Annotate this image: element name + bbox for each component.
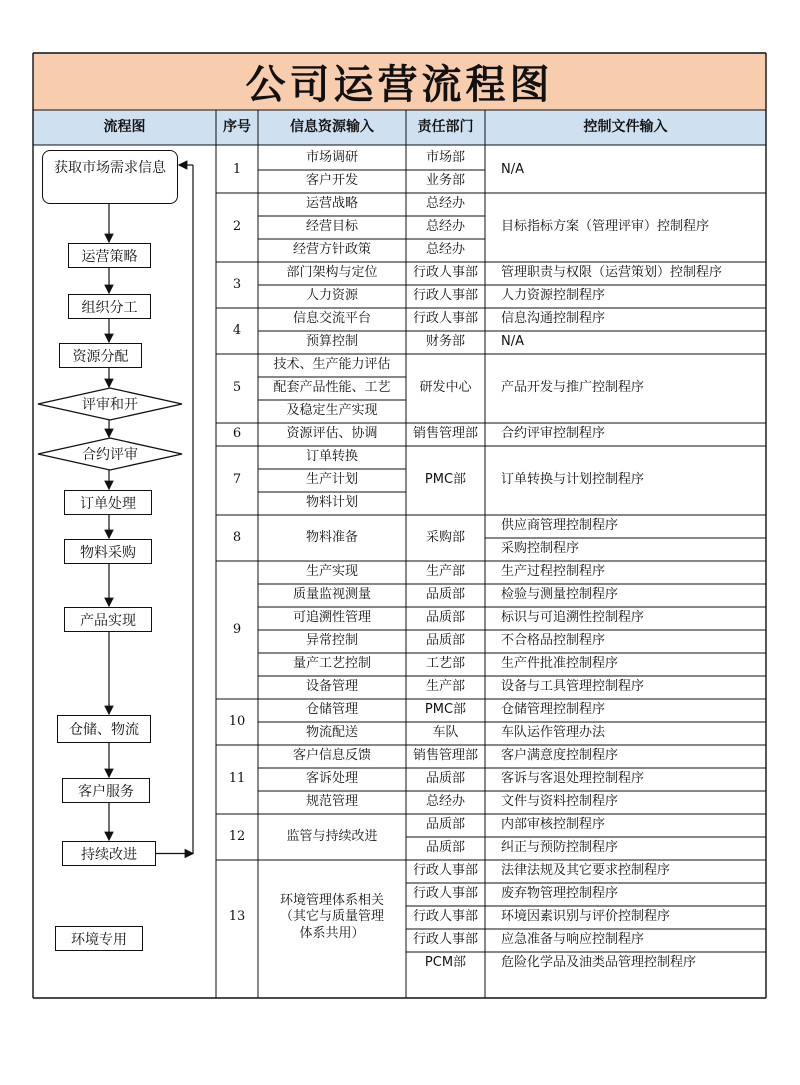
control-doc-cell: 设备与工具管理控制程序 bbox=[501, 679, 645, 695]
info-cell: 物流配送 bbox=[305, 725, 358, 741]
flow-node: 组织分工 bbox=[68, 294, 151, 319]
dept-cell: 总经办 bbox=[425, 794, 465, 810]
seq-number: 8 bbox=[232, 529, 242, 545]
dept-cell: 总经办 bbox=[425, 242, 465, 258]
control-doc-cell: 客户满意度控制程序 bbox=[501, 748, 619, 764]
info-cell: 客诉处理 bbox=[305, 771, 358, 787]
control-doc-cell: 合约评审控制程序 bbox=[501, 426, 606, 442]
info-cell: 信息交流平台 bbox=[292, 311, 371, 327]
dept-cell: PMC部 bbox=[424, 472, 467, 488]
info-cell: 市场调研 bbox=[305, 150, 358, 166]
flow-node: 持续改进 bbox=[62, 841, 156, 866]
info-cell: 资源评估、协调 bbox=[286, 426, 378, 442]
seq-number: 11 bbox=[228, 771, 246, 787]
header-flow: 流程图 bbox=[103, 118, 146, 135]
info-cell: 人力资源 bbox=[305, 288, 358, 304]
control-doc-cell: 生产件批准控制程序 bbox=[501, 656, 619, 672]
header-seq: 序号 bbox=[223, 118, 251, 135]
control-doc-cell: 危险化学品及油类品管理控制程序 bbox=[501, 955, 697, 971]
page-title: 公司运营流程图 bbox=[245, 62, 554, 108]
info-cell: 预算控制 bbox=[305, 334, 358, 350]
info-cell: 质量监视测量 bbox=[292, 587, 371, 603]
control-doc-cell: N/A bbox=[501, 334, 524, 350]
seq-number: 9 bbox=[232, 621, 242, 637]
dept-cell: 品质部 bbox=[425, 633, 465, 649]
info-cell: 环境管理体系相关 （其它与质量管理 体系共用） bbox=[279, 893, 384, 941]
info-cell: 仓储管理 bbox=[305, 702, 358, 718]
info-cell: 经营方针政策 bbox=[292, 242, 371, 258]
dept-cell: 品质部 bbox=[425, 840, 465, 856]
control-doc-cell: 应急准备与响应控制程序 bbox=[501, 932, 645, 948]
dept-cell: 行政人事部 bbox=[412, 863, 478, 879]
info-cell: 配套产品性能、工艺 bbox=[273, 380, 391, 396]
control-doc-cell: 订单转换与计划控制程序 bbox=[501, 472, 645, 488]
info-cell: 运营战略 bbox=[305, 196, 358, 212]
info-cell: 技术、生产能力评估 bbox=[273, 357, 391, 373]
dept-cell: 生产部 bbox=[425, 679, 465, 695]
dept-cell: 品质部 bbox=[425, 587, 465, 603]
info-cell: 设备管理 bbox=[305, 679, 358, 695]
dept-cell: 生产部 bbox=[425, 564, 465, 580]
header-ctrl: 控制文件输入 bbox=[583, 118, 668, 135]
dept-cell: 研发中心 bbox=[419, 380, 472, 396]
control-doc-cell: N/A bbox=[501, 161, 524, 177]
seq-number: 10 bbox=[228, 713, 246, 729]
dept-cell: 品质部 bbox=[425, 771, 465, 787]
dept-cell: PCM部 bbox=[424, 955, 467, 971]
dept-cell: 工艺部 bbox=[425, 656, 465, 672]
flow-node: 运营策略 bbox=[68, 243, 151, 268]
dept-cell: 品质部 bbox=[425, 610, 465, 626]
flow-node: 订单处理 bbox=[64, 490, 152, 515]
flow-node: 环境专用 bbox=[55, 926, 143, 951]
seq-number: 4 bbox=[232, 322, 242, 338]
dept-cell: 品质部 bbox=[425, 817, 465, 833]
info-cell: 物料计划 bbox=[305, 495, 358, 511]
info-cell: 监管与持续改进 bbox=[286, 828, 378, 844]
dept-cell: 行政人事部 bbox=[412, 932, 478, 948]
dept-cell: 总经办 bbox=[425, 219, 465, 235]
flow-node: 客户服务 bbox=[62, 778, 150, 803]
header-info: 信息资源输入 bbox=[290, 118, 374, 135]
control-doc-cell: 采购控制程序 bbox=[501, 541, 580, 557]
control-doc-cell: 法律法规及其它要求控制程序 bbox=[501, 863, 671, 879]
seq-number: 2 bbox=[232, 219, 242, 235]
info-cell: 异常控制 bbox=[305, 633, 358, 649]
info-cell: 客户开发 bbox=[305, 173, 358, 189]
info-cell: 规范管理 bbox=[305, 794, 358, 810]
dept-cell: 行政人事部 bbox=[412, 311, 478, 327]
flow-node: 合约评审 bbox=[82, 447, 138, 463]
header-dept: 责任部门 bbox=[417, 118, 474, 135]
dept-cell: 销售管理部 bbox=[412, 748, 478, 764]
control-doc-cell: 废弃物管理控制程序 bbox=[501, 886, 619, 902]
flow-node: 物料采购 bbox=[64, 539, 152, 564]
seq-number: 3 bbox=[232, 276, 242, 292]
control-doc-cell: 信息沟通控制程序 bbox=[501, 311, 606, 327]
info-cell: 生产实现 bbox=[305, 564, 358, 580]
dept-cell: 市场部 bbox=[425, 150, 465, 166]
control-doc-cell: 人力资源控制程序 bbox=[501, 288, 606, 304]
flow-node: 获取市场需求信息 bbox=[42, 150, 178, 204]
dept-cell: 采购部 bbox=[425, 529, 465, 545]
seq-number: 6 bbox=[232, 426, 242, 442]
dept-cell: 行政人事部 bbox=[412, 886, 478, 902]
info-cell: 客户信息反馈 bbox=[292, 748, 371, 764]
flow-node: 产品实现 bbox=[64, 607, 152, 632]
info-cell: 可追溯性管理 bbox=[292, 610, 371, 626]
control-doc-cell: 车队运作管理办法 bbox=[501, 725, 606, 741]
control-doc-cell: 产品开发与推广控制程序 bbox=[501, 380, 645, 396]
dept-cell: 总经办 bbox=[425, 196, 465, 212]
seq-number: 5 bbox=[232, 380, 242, 396]
control-doc-cell: 生产过程控制程序 bbox=[501, 564, 606, 580]
dept-cell: PMC部 bbox=[424, 702, 467, 718]
dept-cell: 行政人事部 bbox=[412, 265, 478, 281]
info-cell: 量产工艺控制 bbox=[292, 656, 371, 672]
info-cell: 订单转换 bbox=[305, 449, 358, 465]
flow-node: 评审和开 bbox=[82, 397, 138, 413]
info-cell: 及稳定生产实现 bbox=[286, 403, 378, 419]
info-cell: 物料准备 bbox=[305, 529, 358, 545]
seq-number: 1 bbox=[232, 161, 242, 177]
control-doc-cell: 目标指标方案（管理评审）控制程序 bbox=[501, 219, 710, 235]
dept-cell: 财务部 bbox=[425, 334, 465, 350]
control-doc-cell: 不合格品控制程序 bbox=[501, 633, 606, 649]
seq-number: 13 bbox=[228, 909, 246, 925]
dept-cell: 车队 bbox=[432, 725, 459, 741]
control-doc-cell: 环境因素识别与评价控制程序 bbox=[501, 909, 671, 925]
seq-number: 12 bbox=[228, 828, 246, 844]
control-doc-cell: 标识与可追溯性控制程序 bbox=[501, 610, 645, 626]
info-cell: 生产计划 bbox=[305, 472, 358, 488]
control-doc-cell: 管理职责与权限（运营策划）控制程序 bbox=[501, 265, 723, 281]
flow-node: 仓储、物流 bbox=[57, 715, 151, 743]
control-doc-cell: 检验与测量控制程序 bbox=[501, 587, 619, 603]
info-cell: 部门架构与定位 bbox=[286, 265, 378, 281]
dept-cell: 行政人事部 bbox=[412, 288, 478, 304]
dept-cell: 销售管理部 bbox=[412, 426, 478, 442]
control-doc-cell: 内部审核控制程序 bbox=[501, 817, 606, 833]
dept-cell: 行政人事部 bbox=[412, 909, 478, 925]
control-doc-cell: 文件与资料控制程序 bbox=[501, 794, 619, 810]
control-doc-cell: 仓储管理控制程序 bbox=[501, 702, 606, 718]
flow-node: 资源分配 bbox=[59, 343, 142, 368]
info-cell: 经营目标 bbox=[305, 219, 358, 235]
control-doc-cell: 供应商管理控制程序 bbox=[501, 518, 619, 534]
control-doc-cell: 客诉与客退处理控制程序 bbox=[501, 771, 645, 787]
control-doc-cell: 纠正与预防控制程序 bbox=[501, 840, 619, 856]
seq-number: 7 bbox=[232, 472, 242, 488]
dept-cell: 业务部 bbox=[425, 173, 465, 189]
